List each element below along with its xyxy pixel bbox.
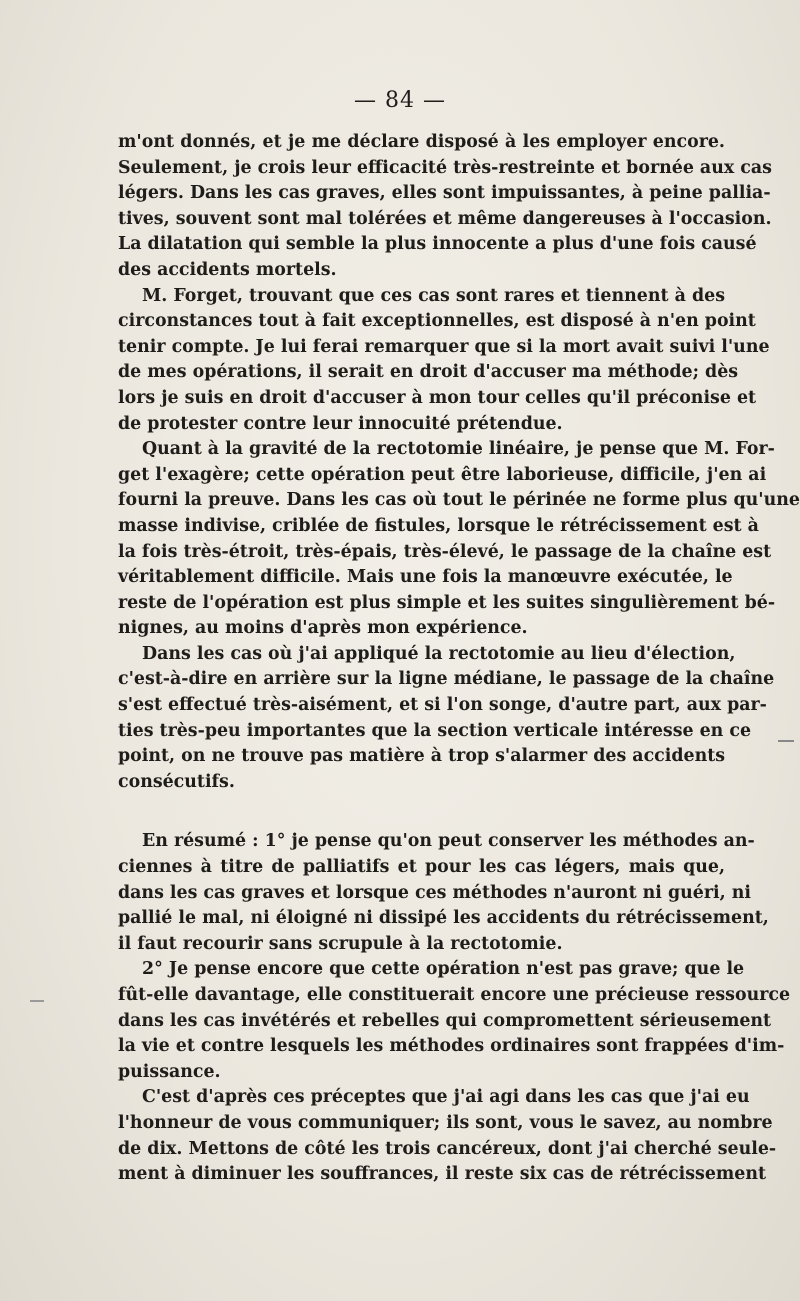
text-line: des accidents mortels. <box>118 259 337 280</box>
text-line: 2° Je pense encore que cette opération n'est pas grave; que le <box>142 959 745 980</box>
text-line: get l'exagère; cette opération peut être laborieuse, difficile, j'en ai <box>118 464 767 485</box>
margin-dash <box>778 740 794 742</box>
text-line: dans les cas graves et lorsque ces méthodes n'auront ni guéri, ni <box>118 882 751 903</box>
text-line: s'est effectué très-aisément, et si l'on songe, d'autre part, aux par- <box>118 695 767 716</box>
text-line: C'est d'après ces préceptes que j'ai agi dans les cas que j'ai eu <box>142 1087 750 1108</box>
text-line: dans les cas invétérés et rebelles qui compromettent sérieusement <box>118 1010 772 1031</box>
paragraph <box>118 284 770 438</box>
text-line: la vie et contre lesquels les méthodes ordinaires sont frappées d'im- <box>118 1036 785 1057</box>
text-line: Dans les cas où j'ai appliqué la rectotomie au lieu d'élection, <box>142 643 736 664</box>
text-line: de mes opérations, il serait en droit d'accuser ma méthode; dès <box>118 362 739 383</box>
text-line: reste de l'opération est plus simple et les suites singulièrement bé- <box>118 592 776 613</box>
text-line: nignes, au moins d'après mon expérience. <box>118 618 528 639</box>
text-line: tenir compte. Je lui ferai remarquer que si la mort avait suivi l'une <box>118 336 770 357</box>
text-line: La dilatation qui semble la plus innocente a plus d'une fois causé <box>118 234 757 255</box>
paragraph-gap <box>118 795 725 829</box>
text-line: lors je suis en droit d'accuser à mon tour celles qu'il préconise et <box>118 387 757 408</box>
text-line: consécutifs. <box>118 771 235 792</box>
text-line: puissance. <box>118 1061 221 1082</box>
paragraph <box>118 130 772 284</box>
text-line: l'honneur de vous communiquer; ils sont, vous le savez, au nombre <box>118 1112 773 1133</box>
text-line: véritablement difficile. Mais une fois la manœuvre exécutée, le <box>118 567 733 588</box>
text-line: pallié le mal, ni éloigné ni dissipé les accidents du rétrécissement, <box>118 908 769 929</box>
text-line: de dix. Mettons de côté les trois cancéreux, dont j'ai cherché seule- <box>118 1138 777 1159</box>
text-line: c'est-à-dire en arrière sur la ligne médiane, le passage de la chaîne <box>118 669 775 690</box>
paragraph <box>118 437 800 642</box>
text-line: Quant à la gravité de la rectotomie linéaire, je pense que M. For- <box>142 439 775 460</box>
page-number: — 84 — <box>354 88 446 113</box>
text-line: la fois très-étroit, très-épais, très-élevé, le passage de la chaîne est <box>118 541 772 562</box>
text-line: circonstances tout à fait exceptionnelles, est disposé à n'en point <box>118 311 756 332</box>
text-line: ties très-peu importantes que la section verticale intéresse en ce <box>118 720 752 741</box>
text-line: masse indivise, criblée de fistules, lorsque le rétrécissement est à <box>118 515 759 536</box>
margin-dash <box>30 1000 44 1002</box>
text-line: Seulement, je crois leur efficacité très-restreinte et bornée aux cas <box>118 157 772 178</box>
text-line: légers. Dans les cas graves, elles sont impuissantes, à peine pallia- <box>118 183 771 204</box>
paragraph <box>118 957 791 1085</box>
text-line: M. Forget, trouvant que ces cas sont rares et tiennent à des <box>142 285 725 306</box>
text-line: ment à diminuer les souffrances, il reste six cas de rétrécissement <box>118 1164 767 1185</box>
text-line: fût-elle davantage, elle constituerait encore une précieuse ressource <box>118 985 791 1005</box>
paragraph <box>118 829 769 957</box>
text-line: tives, souvent sont mal tolérées et même dangereuses à l'occasion. <box>118 208 772 229</box>
text-line: point, on ne trouve pas matière à trop s'alarmer des accidents <box>118 746 726 767</box>
body-text <box>118 130 800 1188</box>
text-line: ciennes à titre de palliatifs et pour les cas légers, mais que, <box>118 857 725 878</box>
paragraph <box>118 1085 777 1187</box>
text-line: fourni la preuve. Dans les cas où tout le périnée ne forme plus qu'une <box>118 490 800 511</box>
paragraph <box>118 642 775 796</box>
text-line: En résumé : 1° je pense qu'on peut conserver les méthodes an- <box>142 831 755 852</box>
text-line: m'ont donnés, et je me déclare disposé à les employer encore. <box>118 132 725 152</box>
text-line: de protester contre leur innocuité prétendue. <box>118 413 563 434</box>
text-line: il faut recourir sans scrupule à la rectotomie. <box>118 933 563 954</box>
